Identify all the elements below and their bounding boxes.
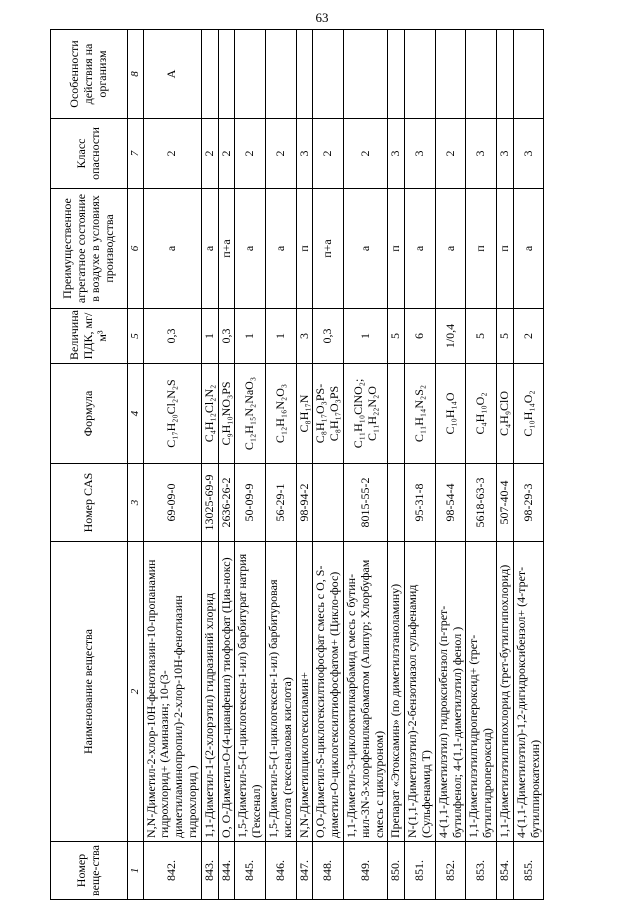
formula: C₁₁H₁₄N₂S₂ bbox=[405, 364, 436, 464]
substance-name: 1,1-Диметил-1-(2-хлорэтил) гидразиний хлорид bbox=[201, 542, 218, 842]
table-row bbox=[296, 30, 313, 900]
action-feature bbox=[313, 30, 344, 119]
pdk-value: 3 bbox=[296, 309, 313, 364]
header-class: Класс опасности bbox=[51, 119, 128, 189]
substance-name: О,О-Диметил-S-циклогексилтиофосфат смесь с О, S-диметил-О-циклогексилтиофосфатом+ (Цикло-фос) bbox=[313, 542, 344, 842]
substance-name: N-(1,1-Диметилэтил)-2-бензотиазол сульфенамид (Сульфенамид Т) bbox=[405, 542, 436, 842]
aggregate-state: а bbox=[435, 189, 466, 309]
aggregate-state: а bbox=[405, 189, 436, 309]
header-cas: Номер CAS bbox=[51, 464, 128, 542]
formula: C₉H₁₀NO₃PS bbox=[218, 364, 235, 464]
pdk-value: 5 bbox=[496, 309, 513, 364]
row-number: 852. bbox=[435, 842, 466, 900]
aggregate-state: п+а bbox=[313, 189, 344, 309]
table-row bbox=[235, 30, 266, 900]
row-number: 846. bbox=[266, 842, 297, 900]
formula: C₁₀H₁₄O₂ bbox=[513, 364, 544, 464]
substance-name: 1,1-Диметилэтилгидропероксид+ (трет-бутилгидропероксид) bbox=[466, 542, 497, 842]
action-feature bbox=[235, 30, 266, 119]
hazard-class: 2 bbox=[143, 119, 201, 189]
rotated-table-container bbox=[50, 30, 630, 900]
aggregate-state: а bbox=[266, 189, 297, 309]
table-row bbox=[466, 30, 497, 900]
table-row bbox=[344, 30, 388, 900]
column-index: 2 bbox=[128, 542, 144, 842]
header-pdk: Величина ПДК, мг/м³ bbox=[51, 309, 128, 364]
hazard-class: 2 bbox=[201, 119, 218, 189]
formula: C₈H₁₇N bbox=[296, 364, 313, 464]
substance-name: 4-(1,1-Диметилэтил) гидроксибензол (п-трет-бутилфенол; 4-(1,1-диметилэтил) фенол ) bbox=[435, 542, 466, 842]
table-row bbox=[313, 30, 344, 900]
action-feature bbox=[201, 30, 218, 119]
aggregate-state: п bbox=[466, 189, 497, 309]
pdk-value: 6 bbox=[405, 309, 436, 364]
pdk-value: 1 bbox=[344, 309, 388, 364]
header-feature: Особенности действия на организм bbox=[51, 30, 128, 119]
action-feature bbox=[218, 30, 235, 119]
row-number: 842. bbox=[143, 842, 201, 900]
column-index: 1 bbox=[128, 842, 144, 900]
row-number: 854. bbox=[496, 842, 513, 900]
hazard-class: 2 bbox=[313, 119, 344, 189]
substance-name: N,N-Диметилциклогексиламин+ bbox=[296, 542, 313, 842]
action-feature bbox=[266, 30, 297, 119]
header-formula: Формула bbox=[51, 364, 128, 464]
table-row bbox=[496, 30, 513, 900]
substance-name: 4-(1,1-Диметилэтил)-1,2-дигидроксибензол+ (4-трет-бутилпирокатехин) bbox=[513, 542, 544, 842]
formula: C₁₂H₁₆N₂O₃ bbox=[266, 364, 297, 464]
hazard-class: 3 bbox=[388, 119, 405, 189]
action-feature: А bbox=[143, 30, 201, 119]
action-feature bbox=[513, 30, 544, 119]
table-row bbox=[513, 30, 544, 900]
table-row bbox=[266, 30, 297, 900]
pdk-value: 0,3 bbox=[218, 309, 235, 364]
hazard-class: 2 bbox=[344, 119, 388, 189]
hazard-class: 2 bbox=[218, 119, 235, 189]
cas-number: 5618-63-3 bbox=[466, 464, 497, 542]
action-feature bbox=[344, 30, 388, 119]
hazard-class: 3 bbox=[513, 119, 544, 189]
aggregate-state: а bbox=[201, 189, 218, 309]
row-number: 845. bbox=[235, 842, 266, 900]
column-index: 5 bbox=[128, 309, 144, 364]
aggregate-state: п bbox=[388, 189, 405, 309]
table-row bbox=[218, 30, 235, 900]
pdk-value: 0,3 bbox=[143, 309, 201, 364]
cas-number: 95-31-8 bbox=[405, 464, 436, 542]
table-body bbox=[143, 30, 544, 900]
action-feature bbox=[496, 30, 513, 119]
cas-number: 13025-69-9 bbox=[201, 464, 218, 542]
row-number: 848. bbox=[313, 842, 344, 900]
cas-number bbox=[388, 464, 405, 542]
pdk-value: 5 bbox=[388, 309, 405, 364]
pdk-value: 1/0,4 bbox=[435, 309, 466, 364]
row-number: 855. bbox=[513, 842, 544, 900]
action-feature bbox=[405, 30, 436, 119]
row-number: 850. bbox=[388, 842, 405, 900]
cas-number: 98-54-4 bbox=[435, 464, 466, 542]
formula: C₈H₁₇O₃PS-C₈H₁₇O₃PS bbox=[313, 364, 344, 464]
aggregate-state: п bbox=[296, 189, 313, 309]
hazard-class: 3 bbox=[496, 119, 513, 189]
cas-number: 98-94-2 bbox=[296, 464, 313, 542]
table-row bbox=[388, 30, 405, 900]
hazard-class: 2 bbox=[266, 119, 297, 189]
column-index: 7 bbox=[128, 119, 144, 189]
cas-number bbox=[313, 464, 344, 542]
action-feature bbox=[466, 30, 497, 119]
aggregate-state: а bbox=[513, 189, 544, 309]
header-name: Наименование вещества bbox=[51, 542, 128, 842]
formula: C₁₀H₁₄O bbox=[435, 364, 466, 464]
formula: C₁₁H₁₀ClNO₂; C₁₁H₂₂N₂O bbox=[344, 364, 388, 464]
pdk-value: 5 bbox=[466, 309, 497, 364]
cas-number: 507-40-4 bbox=[496, 464, 513, 542]
formula: C₄H₁₀O₂ bbox=[466, 364, 497, 464]
formula: C₄H₉ClO bbox=[496, 364, 513, 464]
table-row bbox=[435, 30, 466, 900]
pdk-value: 1 bbox=[235, 309, 266, 364]
hazard-class: 2 bbox=[435, 119, 466, 189]
hazard-class: 3 bbox=[405, 119, 436, 189]
hazard-class: 3 bbox=[466, 119, 497, 189]
pdk-value: 1 bbox=[266, 309, 297, 364]
column-index: 8 bbox=[128, 30, 144, 119]
aggregate-state: а bbox=[235, 189, 266, 309]
formula: C₁₇H₂₀Cl₂N₂S bbox=[143, 364, 201, 464]
action-feature bbox=[296, 30, 313, 119]
substances-table bbox=[50, 29, 544, 900]
aggregate-state: а bbox=[344, 189, 388, 309]
aggregate-state: п+а bbox=[218, 189, 235, 309]
cas-number: 69-09-0 bbox=[143, 464, 201, 542]
formula bbox=[388, 364, 405, 464]
pdk-value: 1 bbox=[201, 309, 218, 364]
substance-name: 1,1-Диметил-3-циклооктилкарбамид смесь с бутин-нил-3N-3-хлорфенилкарбаматом (Алипур; Хлорбуфам смесь с циклуроном) bbox=[344, 542, 388, 842]
cas-number: 8015-55-2 bbox=[344, 464, 388, 542]
cas-number: 50-09-9 bbox=[235, 464, 266, 542]
aggregate-state: а bbox=[143, 189, 201, 309]
header-number: Номер веще-ства bbox=[51, 842, 128, 900]
hazard-class: 2 bbox=[235, 119, 266, 189]
page-number: 63 bbox=[315, 10, 329, 25]
action-feature bbox=[435, 30, 466, 119]
substance-name: О, О-Диметил-О-(4-цианфенил) тиофосфат (Циа-нокс) bbox=[218, 542, 235, 842]
pdk-value: 0,3 bbox=[313, 309, 344, 364]
formula: C₁₂H₁₅N₂NaO₃ bbox=[235, 364, 266, 464]
substance-name: 1,5-Диметил-5-(1-циклогексен-1-ил) барбитуровая кислота (гексеналовая кислота) bbox=[266, 542, 297, 842]
substance-name: N,N-Диметил-2-хлор-10Н-фенотиазин-10-пропанамин гидрохлорид+ (Аминазин; 10-(3-диметиламинопропил)-2-хлор-10Н-фенотиазин гидрохлорид ) bbox=[143, 542, 201, 842]
pdk-value: 2 bbox=[513, 309, 544, 364]
aggregate-state: п bbox=[496, 189, 513, 309]
cas-number: 56-29-1 bbox=[266, 464, 297, 542]
column-index: 6 bbox=[128, 189, 144, 309]
header-state: Преимущественное агрегатное состояние в воздухе в условиях производства bbox=[51, 189, 128, 309]
cas-number: 2636-26-2 bbox=[218, 464, 235, 542]
row-number: 843. bbox=[201, 842, 218, 900]
header-row bbox=[51, 30, 128, 900]
column-index: 3 bbox=[128, 464, 144, 542]
table-row bbox=[405, 30, 436, 900]
row-number: 847. bbox=[296, 842, 313, 900]
row-number: 851. bbox=[405, 842, 436, 900]
cas-number: 98-29-3 bbox=[513, 464, 544, 542]
action-feature bbox=[388, 30, 405, 119]
table-header bbox=[51, 30, 144, 900]
column-index: 4 bbox=[128, 364, 144, 464]
formula: C₄H₁₂Cl₂N₂ bbox=[201, 364, 218, 464]
row-number: 849. bbox=[344, 842, 388, 900]
substance-name: 1,5-Диметил-5-(1-циклогексен-1-ил) барбитурат натрия (Гексенал) bbox=[235, 542, 266, 842]
row-number: 853. bbox=[466, 842, 497, 900]
row-number: 844. bbox=[218, 842, 235, 900]
table-row bbox=[143, 30, 201, 900]
rotated-page-area bbox=[50, 30, 630, 900]
column-index-row bbox=[128, 30, 144, 900]
substance-name: Препарат «Этоксамин» (по диметилэтаноламину) bbox=[388, 542, 405, 842]
hazard-class: 3 bbox=[296, 119, 313, 189]
substance-name: 1,1-Диметилэтилгипохлорид (трет-бутилгипохлорид) bbox=[496, 542, 513, 842]
table-row bbox=[201, 30, 218, 900]
